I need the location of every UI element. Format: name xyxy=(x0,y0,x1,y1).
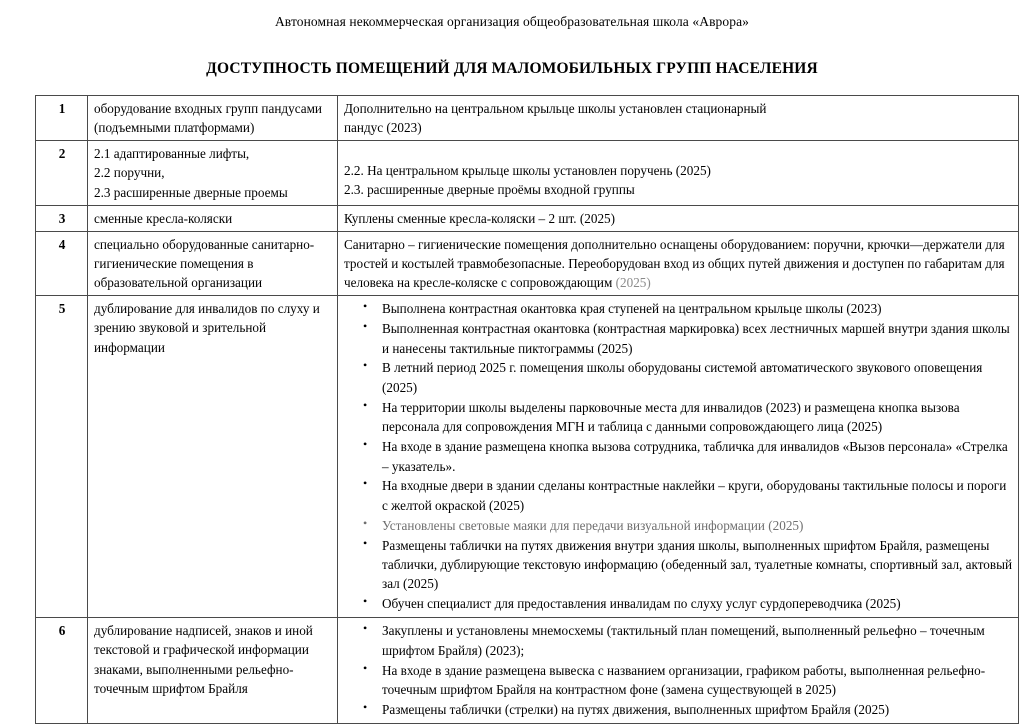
page-title: ДОСТУПНОСТЬ ПОМЕЩЕНИЙ ДЛЯ МАЛОМОБИЛЬНЫХ ГРУПП НАСЕЛЕНИЯ xyxy=(206,60,818,78)
info-line: Дополнительно на центральном крыльце школы установлен стационарный xyxy=(344,101,767,116)
info-line: пандус (2023) xyxy=(344,120,422,136)
organization-header: Автономная некоммерческая организация общеобразовательная школа «Аврора» xyxy=(274,14,750,29)
list-item: • Размещены таблички (стрелки) на путях движения, выполненных шрифтом Брайля (2025) xyxy=(344,700,1013,719)
table-row xyxy=(36,231,1019,295)
list-item: • На входе в здание размещена кнопка вызова сотрудника, табличка для инвалидов «Вызов персонала» «Стрелка – указатель». xyxy=(344,437,1013,476)
list-item: • На входные двери в здании сделаны контрастные наклейки – круги, оборудованы тактильные полосы и пороги с желтой окраской (2025) xyxy=(344,476,1013,515)
table-body xyxy=(36,96,1019,724)
requirement-line: 2.2 поручни, xyxy=(94,165,165,181)
requirement-cell: специально оборудованные санитарно-гигиенические помещения в образовательной организации xyxy=(88,231,338,295)
list-item: • Выполненная контрастная окантовка (контрастная маркировка) всех лестничных маршей внутри здания школы и нанесены тактильные пиктограммы (2025) xyxy=(344,319,1013,358)
requirement-cell: оборудование входных групп пандусами (подъемными платформами) xyxy=(88,96,338,141)
info-cell xyxy=(338,618,1019,724)
info-cell xyxy=(338,96,1019,141)
row-number-cell: 6 xyxy=(36,618,88,724)
measures-list xyxy=(344,299,1013,614)
table-row xyxy=(36,296,1019,618)
list-item: • На территории школы выделены парковочные места для инвалидов (2023) и размещена кнопка вызова персонала для сопровождения МГН и таблица с данными сопровождающего лица (2025) xyxy=(344,398,1013,437)
cell-spacer xyxy=(344,144,1013,161)
requirement-cell: дублирование надписей, знаков и иной текстовой и графической информации знаками, выполненными рельефно-точечным шрифтом Брайля xyxy=(88,618,338,724)
requirement-line: 2.1 адаптированные лифты, xyxy=(94,146,250,162)
list-item: • Закуплены и установлены мнемосхемы (тактильный план помещений, выполненный рельефно – точечным шрифтом Брайля) (2023); xyxy=(344,621,1013,660)
list-item: • Выполнена контрастная окантовка края ступеней на центральном крыльце школы (2023) xyxy=(344,299,1013,318)
info-cell xyxy=(338,141,1019,205)
table-row xyxy=(36,205,1019,231)
list-item: • Размещены таблички на путях движения внутри здания школы, выполненных шрифтом Брайля, размещены таблички, дублирующие текстовую информацию (обеденный зал, туалетные комнаты, спортивный зал, актовый зал (2025) xyxy=(344,536,1013,594)
requirement-line: 2.3 расширенные дверные проемы xyxy=(94,184,288,200)
info-line: 2.3. расширенные дверные проёмы входной группы xyxy=(344,182,635,198)
info-text: Санитарно – гигиенические помещения дополнительно оснащены оборудованием: поручни, крючки—держатели для тростей и костылей травмобезопасные. Переоборудован вход из общих путей движения и доступен по габаритам для человека на кресле-коляске с сопровождающим xyxy=(344,236,1005,291)
row-number-cell: 5 xyxy=(36,296,88,618)
row-number-cell: 2 xyxy=(36,141,88,205)
info-cell: Куплены сменные кресла-коляски – 2 шт. (2025) xyxy=(338,205,1019,231)
requirement-cell: дублирование для инвалидов по слуху и зрению звуковой и зрительной информации xyxy=(88,296,338,618)
table-row xyxy=(36,618,1019,724)
list-item: • Установлены световые маяки для передачи визуальной информации (2025) xyxy=(344,516,1013,535)
info-cell xyxy=(338,296,1019,618)
row-number-cell: 3 xyxy=(36,205,88,231)
info-line: 2.2. На центральном крыльце школы установлен поручень (2025) xyxy=(344,163,711,179)
list-item: • В летний период 2025 г. помещения школы оборудованы системой автоматического звукового оповещения (2025) xyxy=(344,358,1013,397)
info-year-note: (2025) xyxy=(615,275,651,291)
info-cell xyxy=(338,231,1019,295)
list-item: • Обучен специалист для предоставления инвалидам по слуху услуг сурдопереводчика (2025) xyxy=(344,594,1013,613)
list-item: • На входе в здание размещена вывеска с названием организации, графиком работы, выполненная рельефно-точечным шрифтом Брайля на контрастном фоне (замена существующей в 2025) xyxy=(344,661,1013,700)
measures-list xyxy=(344,621,1013,719)
requirement-cell: сменные кресла-коляски xyxy=(88,205,338,231)
table-row xyxy=(36,141,1019,205)
row-number-cell: 4 xyxy=(36,231,88,295)
row-number-cell: 1 xyxy=(36,96,88,141)
accessibility-table xyxy=(35,95,1019,724)
table-row xyxy=(36,96,1019,141)
requirement-cell xyxy=(88,141,338,205)
